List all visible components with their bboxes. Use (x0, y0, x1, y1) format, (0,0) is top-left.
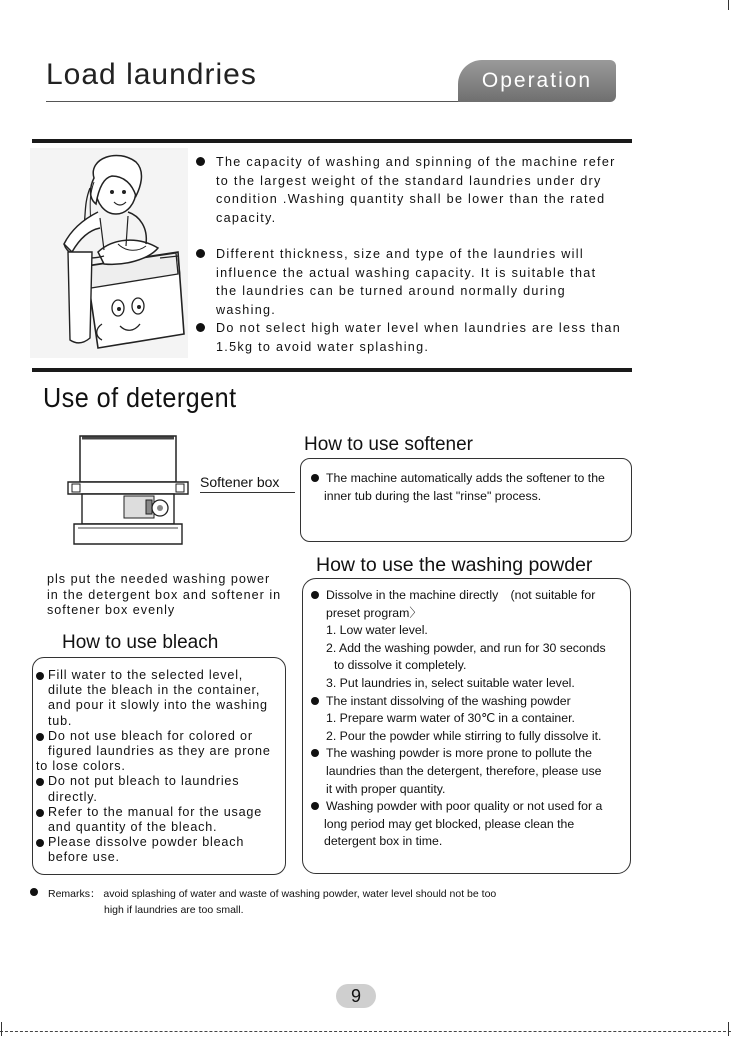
section-divider-middle (32, 368, 632, 372)
bleach-line: dilute the bleach in the container, (48, 683, 261, 698)
powder-line: long period may get blocked, please clean the (324, 816, 575, 831)
bleach-line: directly. (48, 789, 98, 804)
bullet-dot (311, 749, 319, 757)
powder-text (310, 587, 628, 851)
powder-line: Dissolve in the machine directly (not suitable for (310, 587, 628, 605)
softener-box-illustration (64, 432, 192, 556)
section-divider-top (32, 139, 632, 143)
softener-box-pointer (200, 492, 295, 493)
bullet-dot (36, 672, 44, 680)
load-bullet-water-level: Do not select high water level when laundries are less than 1.5kg to avoid water splashing. (196, 319, 626, 356)
bullet-dot (196, 157, 205, 166)
load-bullet-thickness: Different thickness, size and type of the laundries will influence the actual washing capacity. It is suitable that the laundries can be turned around normally during washing. (196, 245, 626, 319)
bleach-line: Please dissolve powder bleach (36, 835, 286, 850)
bleach-line: Do not use bleach for colored or (36, 729, 286, 744)
bullet-dot (36, 809, 44, 817)
bullet-dot (311, 591, 319, 599)
bullet-dot (36, 778, 44, 786)
woman-loading-laundry-illustration (28, 148, 192, 360)
softener-text: The machine automatically adds the softener to the inner tub during the last "rinse" process. (310, 470, 628, 505)
detergent-section-title: Use of detergent (43, 382, 237, 413)
softener-heading: How to use softener (304, 434, 473, 455)
bleach-text (36, 668, 286, 866)
powder-line: to dissolve it completely. (334, 658, 467, 673)
bleach-line: tub. (48, 713, 73, 728)
bleach-line: and pour it slowly into the washing (48, 698, 268, 713)
powder-line: Washing powder with poor quality or not used for a (310, 798, 628, 816)
bleach-heading: How to use bleach (62, 632, 219, 653)
bleach-line: Fill water to the selected level, (36, 668, 286, 683)
load-bullet-capacity: The capacity of washing and spinning of the machine refer to the largest weight of the standard laundries under dry condition .Washing quantity shall be lower than the rated capacity. (196, 153, 626, 227)
bleach-line: figured laundries as they are prone (48, 744, 271, 759)
powder-line: detergent box in time. (324, 834, 443, 849)
bullet-dot (30, 888, 38, 896)
powder-line: 2. Pour the powder while stirring to fully dissolve it. (326, 728, 602, 743)
crop-mark (728, 1022, 729, 1036)
powder-heading: How to use the washing powder (316, 554, 593, 576)
remarks: Remarks： avoid splashing of water and waste of washing powder, water level should not be too high if laundries are too small. (30, 886, 496, 918)
page-number: 9 (336, 984, 376, 1008)
bullet-dot (311, 474, 319, 482)
bullet-dot (311, 802, 319, 810)
crop-mark (728, 0, 729, 10)
header-rule (46, 101, 466, 102)
powder-line: The instant dissolving of the washing powder (310, 693, 628, 711)
page-bottom-edge (0, 1031, 731, 1032)
operation-tab: Operation (458, 60, 616, 102)
bullet-dot (196, 323, 205, 332)
powder-line: The washing powder is more prone to pollute the (310, 745, 628, 763)
bleach-line: Refer to the manual for the usage (36, 805, 286, 820)
powder-line: 1. Prepare warm water of 30℃ in a container. (326, 711, 575, 726)
powder-line: 3. Put laundries in, select suitable water level. (326, 675, 575, 690)
bleach-line: to lose colors. (36, 759, 126, 774)
powder-line: 1. Low water level. (326, 623, 428, 638)
bullet-dot (36, 839, 44, 847)
powder-line: it with proper quantity. (326, 781, 446, 796)
bullet-dot (311, 697, 319, 705)
load-instructions (196, 153, 626, 356)
powder-line: preset program〉 (326, 605, 422, 620)
bullet-dot (196, 249, 205, 258)
bleach-line: and quantity of the bleach. (48, 820, 218, 835)
bleach-line: Do not put bleach to laundries (36, 774, 286, 789)
powder-line: 2. Add the washing powder, and run for 30 seconds (326, 640, 606, 655)
softener-box-label: Softener box (200, 474, 280, 490)
page-title: Load laundries (46, 58, 257, 91)
crop-mark (1, 1022, 2, 1036)
detergent-placement-text: pls put the needed washing power in the detergent box and softener in softener box evenly (47, 572, 282, 617)
powder-line: laundries than the detergent, therefore, please use (326, 763, 602, 778)
bleach-line: before use. (48, 850, 120, 865)
bullet-dot (36, 733, 44, 741)
